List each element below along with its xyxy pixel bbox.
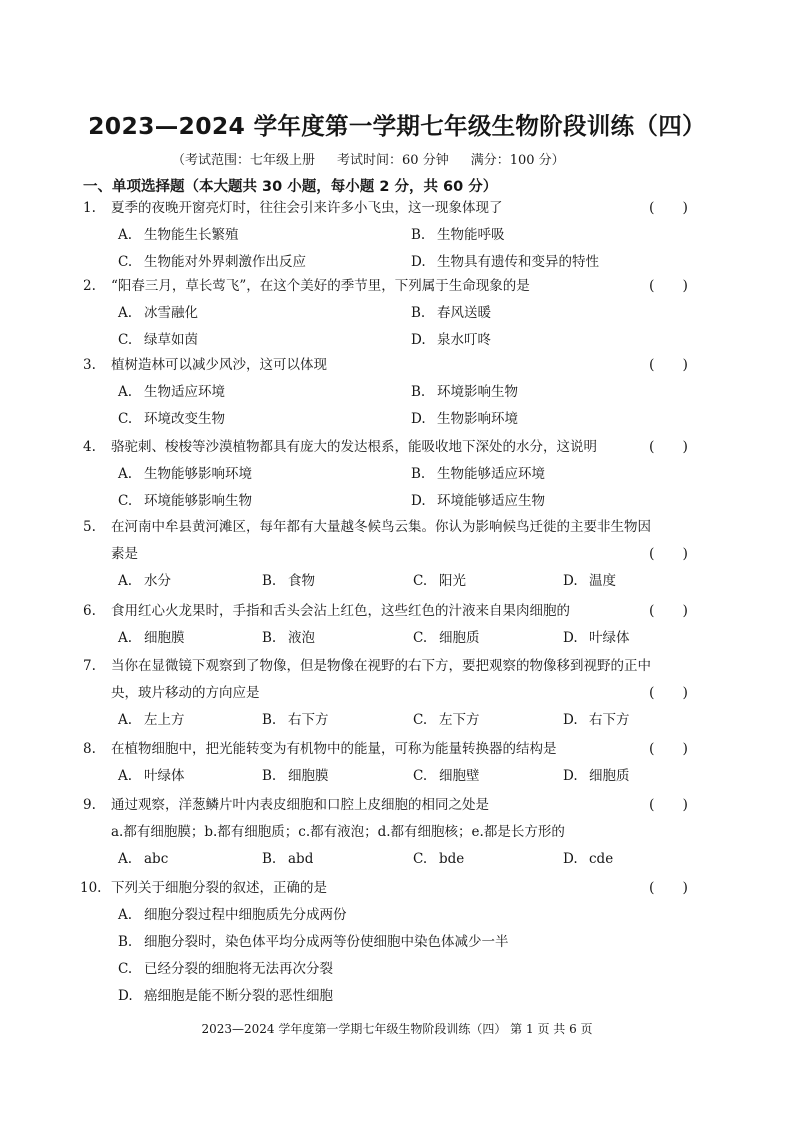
question-stem: 食用红心火龙果时，手指和舌头会沾上红色，这些红色的汁液来自果肉细胞的 (111, 603, 570, 619)
question-stem: 在河南中牟县黄河滩区，每年都有大量越冬候鸟云集。你认为影响候鸟迁徙的主要非生物因 (111, 519, 651, 535)
option-letter: D. (411, 332, 426, 348)
option-c (118, 253, 306, 271)
option-a (118, 465, 252, 483)
option-letter: A. (118, 907, 133, 923)
option-a (118, 304, 198, 322)
answer-bracket: ( ) (649, 880, 688, 896)
answer-bracket: ( ) (649, 546, 688, 562)
answer-bracket: ( ) (649, 278, 688, 294)
option-letter: B. (262, 630, 277, 646)
answer-bracket: ( ) (649, 797, 688, 813)
option-text: 温度 (589, 573, 616, 589)
question-stem: a.都有细胞膜；b.都有细胞质；c.都有液泡；d.都有细胞核；e.都是长方形的 (111, 824, 565, 840)
option-a (118, 906, 347, 924)
option-letter: B. (411, 466, 426, 482)
option-d (411, 331, 491, 349)
option-b (411, 304, 491, 322)
answer-bracket: ( ) (649, 603, 688, 619)
option-a (118, 850, 168, 868)
option-letter: C. (118, 961, 133, 977)
option-letter: C. (118, 254, 133, 270)
option-a (118, 572, 171, 590)
answer-bracket: ( ) (649, 685, 688, 701)
exam-title: 2023—2024 学年度第一学期七年级生物阶段训练（四） (88, 112, 706, 140)
option-a (118, 711, 185, 729)
option-letter: B. (411, 227, 426, 243)
option-text: 细胞分裂时，染色体平均分成两等份使细胞中染色体减少一半 (144, 934, 509, 950)
option-text: abd (288, 851, 314, 867)
option-letter: C. (413, 712, 428, 728)
option-letter: A. (118, 851, 133, 867)
option-b (411, 226, 505, 244)
option-letter: C. (413, 630, 428, 646)
option-text: 泉水叮咚 (437, 332, 491, 348)
option-text: 细胞质 (439, 630, 480, 646)
option-letter: A. (118, 712, 133, 728)
exam-info (172, 149, 565, 168)
option-text: 左下方 (439, 712, 480, 728)
option-b (262, 711, 329, 729)
option-text: 生物影响环境 (437, 411, 518, 427)
question-stem: 当你在显微镜下观察到了物像，但是物像在视野的右下方，要把观察的物像移到视野的正中 (111, 658, 651, 674)
option-text: 生物能够适应环境 (437, 466, 545, 482)
option-text: 左上方 (144, 712, 185, 728)
option-b (411, 383, 518, 401)
option-text: 液泡 (288, 630, 315, 646)
option-text: cde (589, 851, 614, 867)
option-letter: A. (118, 466, 133, 482)
option-text: 生物适应环境 (144, 384, 225, 400)
option-text: 叶绿体 (144, 768, 185, 784)
option-letter: D. (411, 493, 426, 509)
option-text: abc (144, 851, 169, 867)
option-text: 生物能对外界刺激作出反应 (144, 254, 306, 270)
option-a (118, 226, 239, 244)
option-c (118, 960, 333, 978)
option-a (118, 629, 185, 647)
question-stem: 骆驼刺、梭梭等沙漠植物都具有庞大的发达根系，能吸收地下深处的水分，这说明 (111, 439, 597, 455)
option-letter: B. (262, 768, 277, 784)
option-text: 叶绿体 (589, 630, 630, 646)
question-number: 10. (80, 880, 102, 896)
option-letter: D. (411, 411, 426, 427)
option-c (413, 850, 464, 868)
option-letter: A. (118, 573, 133, 589)
question-stem: 通过观察，洋葱鳞片叶内表皮细胞和口腔上皮细胞的相同之处是 (111, 797, 489, 813)
option-letter: D. (118, 988, 133, 1004)
option-text: 生物能够影响环境 (144, 466, 252, 482)
option-b (262, 767, 329, 785)
option-c (118, 331, 198, 349)
option-d (411, 253, 599, 271)
option-d (563, 572, 616, 590)
option-letter: B. (118, 934, 133, 950)
option-letter: D. (563, 573, 578, 589)
option-text: 细胞膜 (144, 630, 185, 646)
option-letter: A. (118, 384, 133, 400)
option-text: 食物 (288, 573, 315, 589)
exam-score: 满分：100 分） (470, 153, 565, 168)
question-stem: 素是 (111, 546, 138, 562)
option-c (118, 410, 225, 428)
option-text: 环境改变生物 (144, 411, 225, 427)
option-d (563, 629, 630, 647)
option-letter: C. (118, 493, 133, 509)
option-b (262, 850, 313, 868)
option-letter: B. (262, 573, 277, 589)
option-letter: D. (563, 630, 578, 646)
question-stem: “阳春三月，草长莺飞”，在这个美好的季节里，下列属于生命现象的是 (111, 278, 530, 294)
option-text: 右下方 (589, 712, 630, 728)
option-text: 环境能够适应生物 (437, 493, 545, 509)
option-letter: D. (563, 712, 578, 728)
question-number: 7. (83, 658, 96, 674)
option-b (118, 933, 509, 951)
option-text: 冰雪融化 (144, 305, 198, 321)
exam-time: 考试时间：60 分钟 (337, 153, 449, 168)
question-number: 2. (83, 278, 96, 294)
option-text: 水分 (144, 573, 171, 589)
option-b (262, 629, 315, 647)
option-letter: B. (411, 305, 426, 321)
option-letter: A. (118, 630, 133, 646)
option-text: 已经分裂的细胞将无法再次分裂 (144, 961, 333, 977)
option-c (413, 711, 480, 729)
option-letter: C. (413, 768, 428, 784)
question-number: 9. (83, 797, 96, 813)
option-d (563, 850, 613, 868)
option-text: 绿草如茵 (144, 332, 198, 348)
option-text: 环境影响生物 (437, 384, 518, 400)
question-stem: 在植物细胞中，把光能转变为有机物中的能量，可称为能量转换器的结构是 (111, 741, 557, 757)
option-letter: A. (118, 305, 133, 321)
option-text: 细胞质 (589, 768, 630, 784)
question-stem: 央，玻片移动的方向应是 (111, 685, 260, 701)
question-number: 4. (83, 439, 96, 455)
option-c (413, 572, 466, 590)
question-number: 1. (83, 200, 96, 216)
option-text: bde (439, 851, 465, 867)
answer-bracket: ( ) (649, 741, 688, 757)
question-stem: 夏季的夜晚开窗亮灯时，往往会引来许多小飞虫，这一现象体现了 (111, 200, 503, 216)
option-text: 细胞分裂过程中细胞质先分成两份 (144, 907, 347, 923)
option-letter: D. (563, 768, 578, 784)
option-letter: C. (118, 332, 133, 348)
option-a (118, 383, 225, 401)
option-letter: B. (411, 384, 426, 400)
question-stem: 植树造林可以减少风沙，这可以体现 (111, 357, 327, 373)
option-b (262, 572, 315, 590)
option-letter: C. (118, 411, 133, 427)
question-number: 8. (83, 741, 96, 757)
option-letter: D. (411, 254, 426, 270)
option-d (411, 492, 545, 510)
option-text: 阳光 (439, 573, 466, 589)
option-letter: B. (262, 851, 277, 867)
option-d (563, 767, 630, 785)
option-b (411, 465, 545, 483)
option-text: 春风送暖 (437, 305, 491, 321)
option-c (118, 492, 252, 510)
section-title: 一、单项选择题（本大题共 30 小题，每小题 2 分，共 60 分） (83, 179, 498, 195)
option-letter: A. (118, 768, 133, 784)
question-number: 5. (83, 519, 96, 535)
question-stem: 下列关于细胞分裂的叙述，正确的是 (111, 880, 327, 896)
option-letter: C. (413, 851, 428, 867)
option-letter: A. (118, 227, 133, 243)
option-a (118, 767, 185, 785)
option-d (118, 987, 333, 1005)
question-number: 3. (83, 357, 96, 373)
answer-bracket: ( ) (649, 357, 688, 373)
answer-bracket: ( ) (649, 200, 688, 216)
option-c (413, 767, 480, 785)
option-text: 细胞膜 (288, 768, 329, 784)
option-text: 癌细胞是能不断分裂的恶性细胞 (144, 988, 333, 1004)
option-d (563, 711, 630, 729)
option-letter: D. (563, 851, 578, 867)
option-d (411, 410, 518, 428)
option-letter: C. (413, 573, 428, 589)
option-text: 细胞壁 (439, 768, 480, 784)
option-text: 环境能够影响生物 (144, 493, 252, 509)
option-text: 生物具有遗传和变异的特性 (437, 254, 599, 270)
answer-bracket: ( ) (649, 439, 688, 455)
option-text: 生物能呼吸 (437, 227, 505, 243)
exam-scope: （考试范围：七年级上册 (172, 153, 316, 168)
page-footer: 2023—2024 学年度第一学期七年级生物阶段训练（四） 第 1 页 共 6 页 (201, 1022, 593, 1036)
question-number: 6. (83, 603, 96, 619)
option-text: 右下方 (288, 712, 329, 728)
option-text: 生物能生长繁殖 (144, 227, 239, 243)
option-c (413, 629, 480, 647)
option-letter: B. (262, 712, 277, 728)
